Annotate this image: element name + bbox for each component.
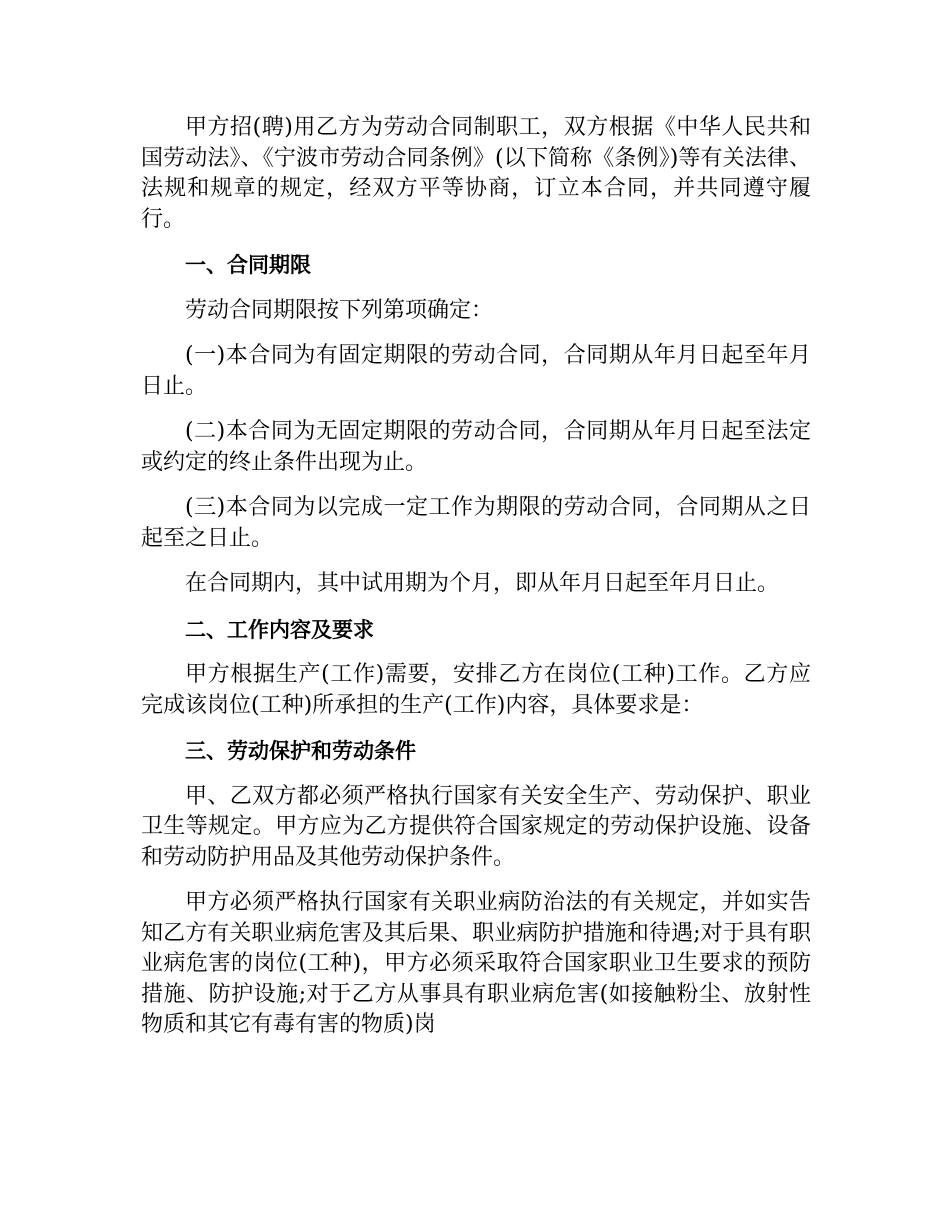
protection-paragraph-1: 甲、乙双方都必须严格执行国家有关安全生产、劳动保护、职业卫生等规定。甲方应为乙方提供符合国家规定的劳动保护设施、设备和劳动防护用品及其他劳动保护条件。	[141, 783, 811, 870]
work-paragraph: 甲方根据生产(工作)需要，安排乙方在岗位(工种)工作。乙方应完成该岗位(工种)所承担的生产(工作)内容，具体要求是：	[141, 662, 811, 718]
protection-paragraph-2: 甲方必须严格执行国家有关职业病防治法的有关规定，并如实告知乙方有关职业病危害及其后果、职业病防护措施和待遇;对于具有职业病危害的岗位(工种)，甲方必须采取符合国家职业卫生要求的预防措施、防护设施;对于乙方从事具有职业病危害(如接触粉尘、放射性物质和其它有毒有害的物质)岗	[141, 890, 811, 1037]
term-item-task-based: (三)本合同为以完成一定工作为期限的劳动合同，合同期从之日起至之日止。	[141, 495, 811, 551]
section-heading-work: 二、工作内容及要求	[185, 617, 374, 642]
probation-paragraph: 在合同期内，其中试用期为个月，即从年月日起至年月日止。	[185, 571, 780, 596]
section-heading-protection: 三、劳动保护和劳动条件	[185, 739, 416, 763]
term-item-fixed: (一)本合同为有固定期限的劳动合同，合同期从年月日起至年月日止。	[141, 343, 811, 399]
term-item-open-ended: (二)本合同为无固定期限的劳动合同，合同期从年月日起至法定或约定的终止条件出现为止。	[141, 419, 811, 475]
term-lead-paragraph: 劳动合同期限按下列第项确定：	[185, 297, 494, 323]
section-heading-term: 一、合同期限	[185, 253, 311, 277]
intro-paragraph: 甲方招(聘)用乙方为劳动合同制职工，双方根据《中华人民共和国劳动法》、《宁波市劳动合同条例》(以下简称《条例》)等有关法律、法规和规章的规定，经双方平等协商，订立本合同，并共同遵守履行。	[141, 115, 811, 232]
document-page	[141, 113, 811, 1056]
